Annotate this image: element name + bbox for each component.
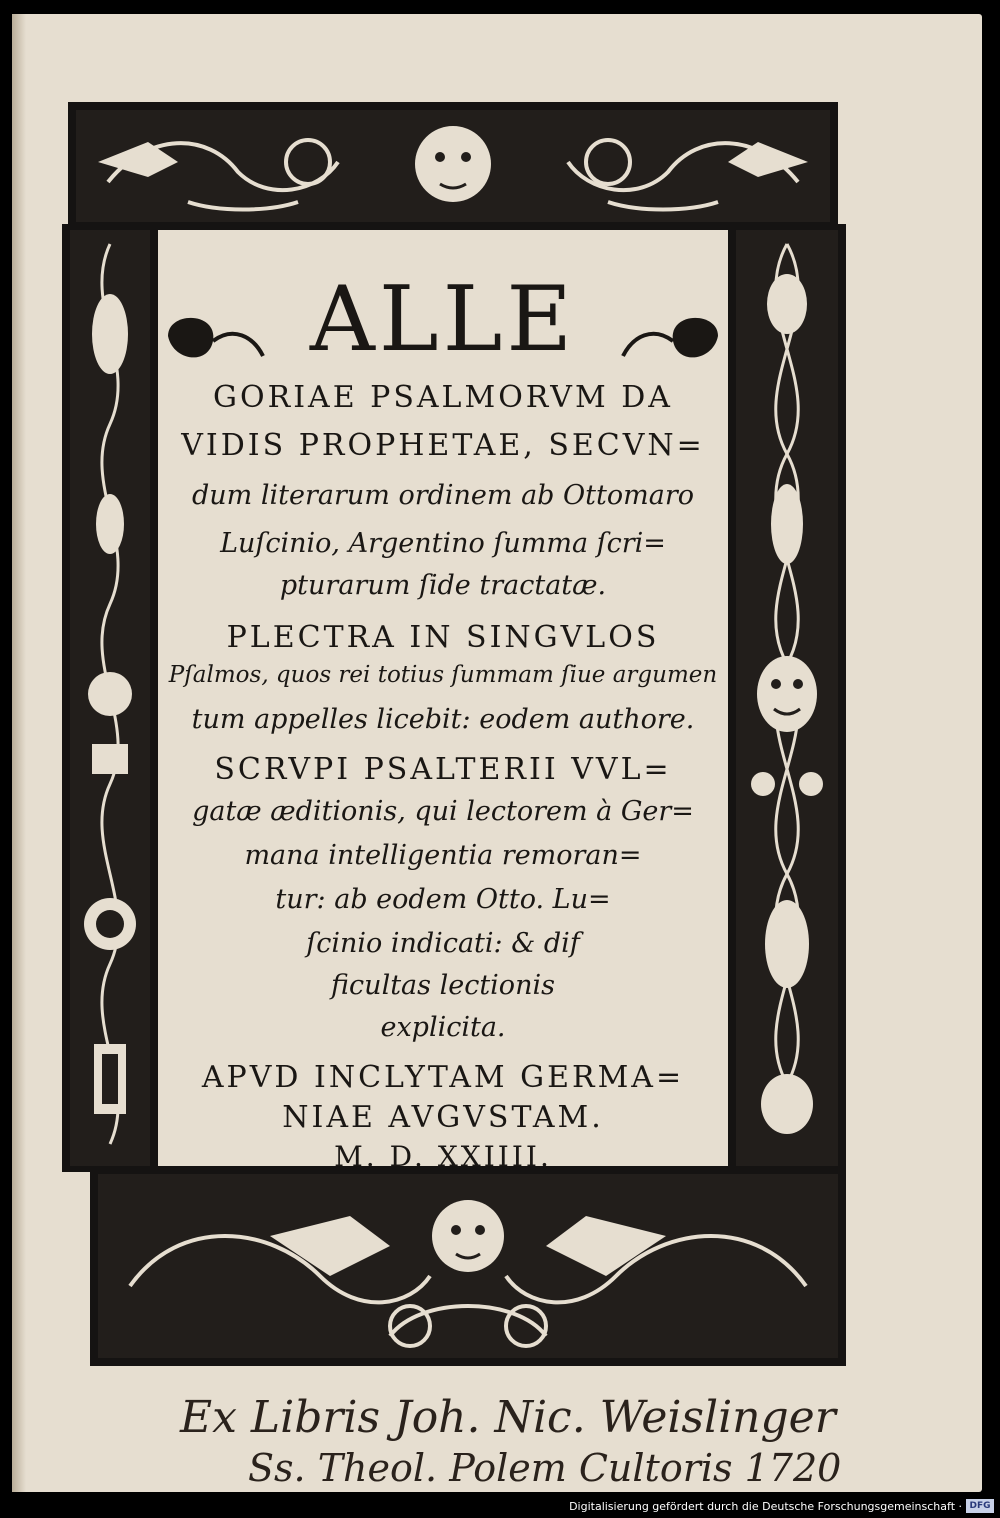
book-page — [12, 14, 982, 1492]
title-line: dum literarum ordinem ab Ottomaro — [192, 480, 694, 511]
ownership-inscription-line1: Ex Libris Joh. Nic. Weislinger — [180, 1392, 836, 1443]
imprint-line: NIAE AVGVSTAM. — [282, 1100, 604, 1135]
leaf-ornament-icon — [618, 306, 728, 376]
right-woodcut-border — [728, 224, 846, 1172]
digitization-footer — [0, 1496, 1000, 1518]
title-line: GORIAE PSALMORVM DA — [213, 380, 673, 415]
title-line: VIDIS PROPHETAE, SECVN= — [181, 428, 705, 463]
title-main: ALLE — [309, 267, 577, 372]
page-gutter — [12, 14, 26, 1492]
section3-line: SCRVPI PSALTERII VVL= — [214, 752, 672, 787]
ownership-inscription-line2: Ss. Theol. Polem Cultoris 1720 — [248, 1446, 842, 1490]
section2-line: Pſalmos, quos rei totius ſummam ſiue argumen — [168, 662, 718, 688]
top-woodcut-border — [68, 102, 838, 230]
grotesque-mask-icon — [757, 656, 817, 732]
cherub-face-icon — [432, 1200, 504, 1272]
cherub-face-icon — [415, 126, 491, 202]
footer-credit: Digitalisierung gefördert durch die Deutsche Forschungsgemeinschaft · — [569, 1500, 962, 1513]
section3-line: ficultas lectionis — [331, 970, 555, 1001]
imprint-line: APVD INCLYTAM GERMA= — [201, 1060, 685, 1095]
section3-line: gatæ æditionis, qui lectorem à Ger= — [192, 796, 694, 827]
title-line: Luſcinio, Argentino ſumma ſcri= — [220, 528, 666, 559]
imprint-date: M. D. XXIIII. — [334, 1140, 552, 1173]
bottom-woodcut-border — [90, 1166, 846, 1366]
dfg-logo: DFG — [966, 1499, 994, 1513]
title-page-text — [158, 230, 728, 1173]
section3-line: tur: ab eodem Otto. Lu= — [275, 884, 611, 915]
section3-line: mana intelligentia remoran= — [244, 840, 642, 871]
section3-line: explicita. — [380, 1012, 506, 1043]
section2-line: tum appelles licebit: eodem authore. — [191, 704, 695, 735]
section2-line: PLECTRA IN SINGVLOS — [226, 620, 660, 655]
section3-line: ſcinio indicati: & dif — [306, 928, 580, 959]
title-line: pturarum ſide tractatæ. — [279, 570, 607, 601]
left-woodcut-border — [62, 224, 158, 1172]
